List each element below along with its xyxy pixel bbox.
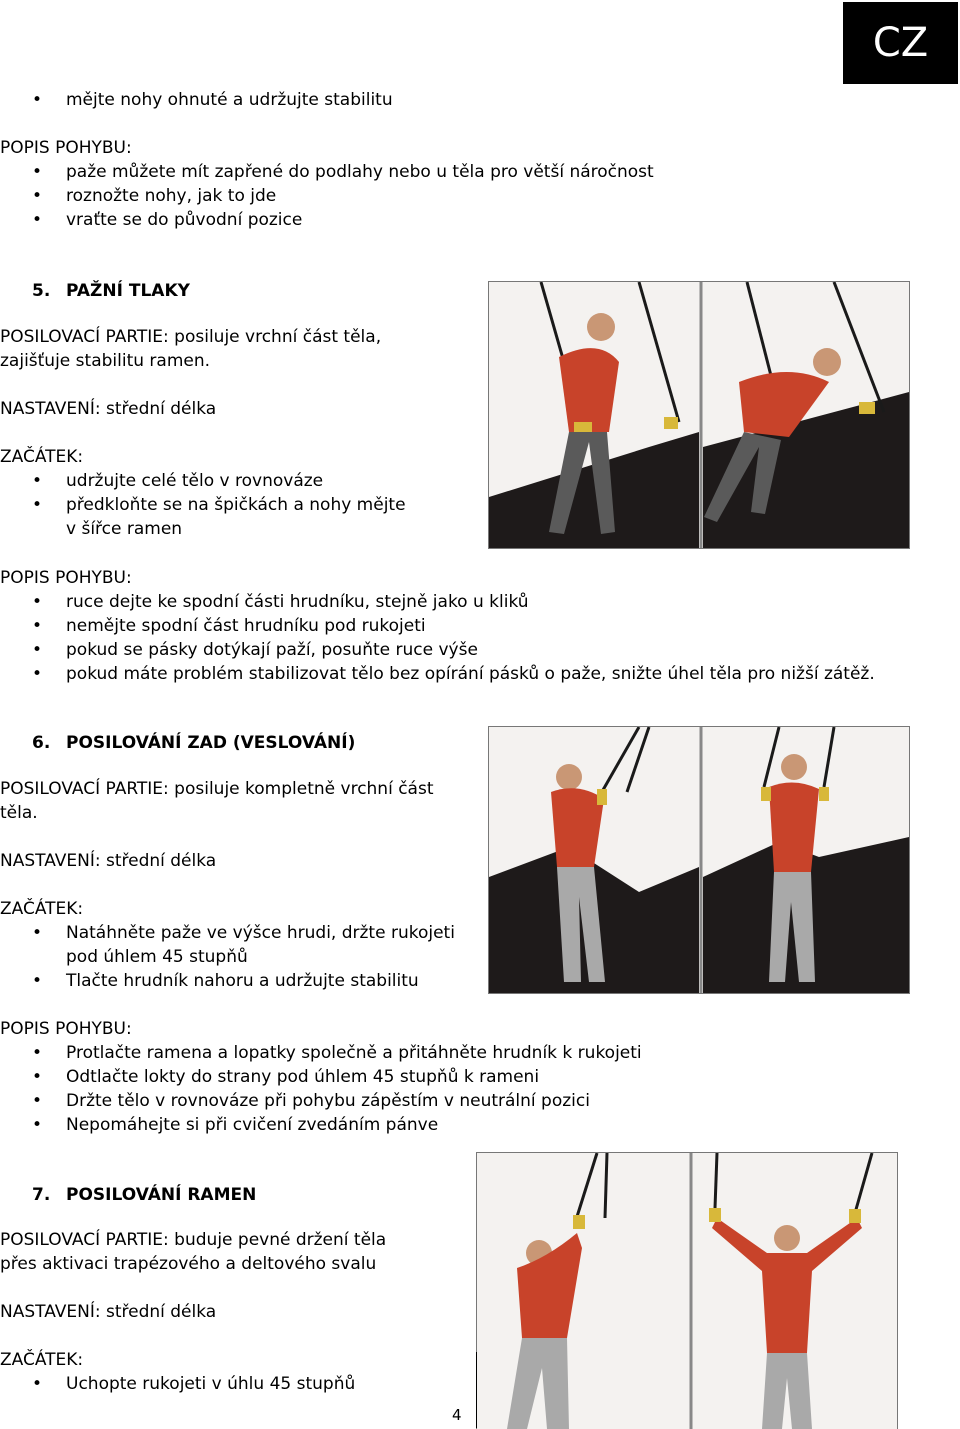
exercise-photo-chest-press — [488, 281, 910, 549]
setup-text: NASTAVENÍ: střední délka — [0, 1302, 217, 1322]
exercise-photo-shoulders — [476, 1152, 898, 1429]
section-label: POPIS POHYBU: — [0, 138, 132, 158]
section-label: ZAČÁTEK: — [0, 447, 84, 467]
page-divider — [476, 1352, 477, 1428]
language-badge: CZ — [843, 2, 958, 84]
section-label: POPIS POHYBU: — [0, 1019, 132, 1039]
list-item-continuation: v šířce ramen — [66, 519, 183, 539]
section-label: ZAČÁTEK: — [0, 1350, 84, 1370]
target-muscles-text: těla. — [0, 803, 38, 823]
target-muscles-text: POSILOVACÍ PARTIE: posiluje kompletně vrchní část — [0, 779, 434, 799]
section-label: POPIS POHYBU: — [0, 568, 132, 588]
section-label: ZAČÁTEK: — [0, 899, 84, 919]
setup-text: NASTAVENÍ: střední délka — [0, 851, 217, 871]
target-muscles-text: POSILOVACÍ PARTIE: posiluje vrchní část těla, — [0, 327, 382, 347]
page-number: 4 — [452, 1406, 462, 1424]
target-muscles-text: POSILOVACÍ PARTIE: buduje pevné držení těla — [0, 1230, 387, 1250]
target-muscles-text: zajišťuje stabilitu ramen. — [0, 351, 211, 371]
exercise-photo-row — [488, 726, 910, 994]
list-item-continuation: pod úhlem 45 stupňů — [66, 947, 248, 967]
setup-text: NASTAVENÍ: střední délka — [0, 399, 217, 419]
target-muscles-text: přes aktivaci trapézového a deltového svalu — [0, 1254, 377, 1274]
